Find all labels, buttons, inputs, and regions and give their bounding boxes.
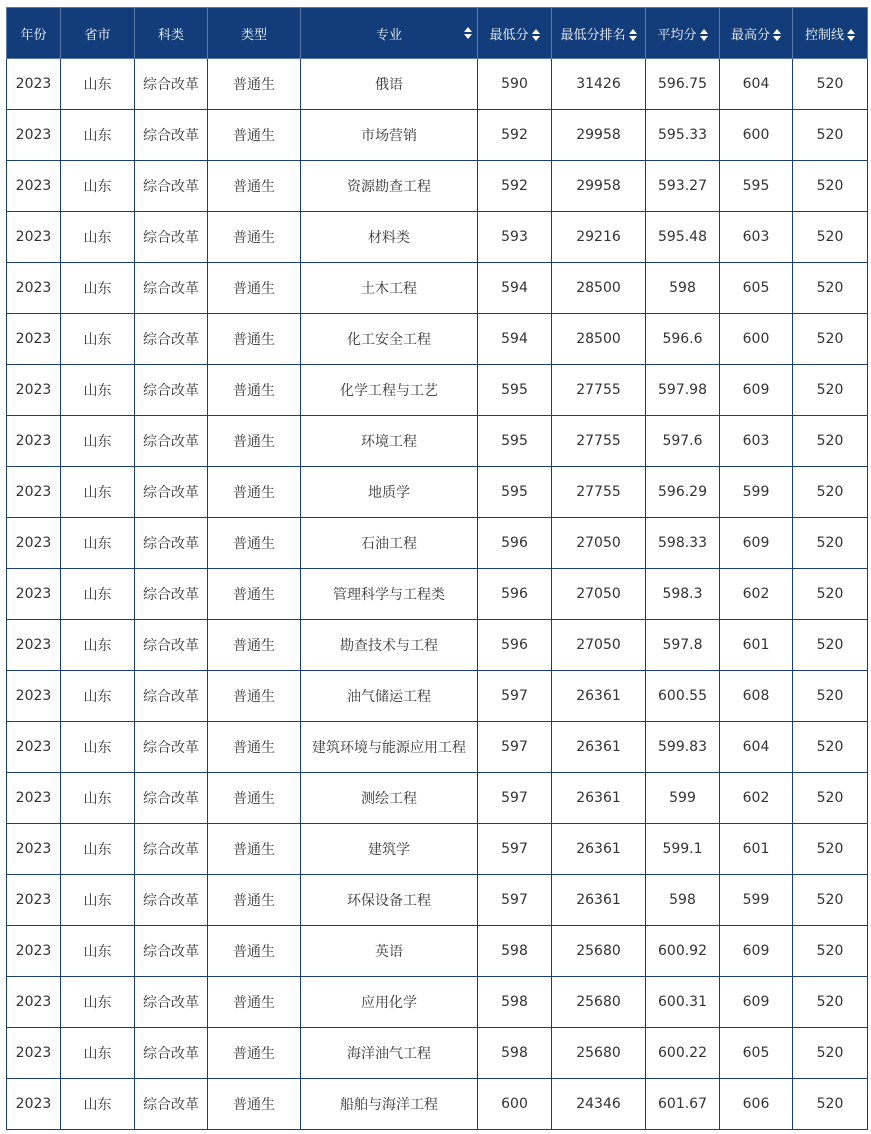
cell-min-rank: 28500 <box>552 314 646 365</box>
table-row <box>7 977 868 1028</box>
sort-arrows-icon[interactable] <box>629 29 637 41</box>
header-label: 控制线 <box>804 27 844 43</box>
cell-major: 测绘工程 <box>301 773 478 824</box>
cell-min-score: 596 <box>478 620 552 671</box>
cell-min-rank: 26361 <box>552 722 646 773</box>
table-row <box>7 773 868 824</box>
cell-control-line: 520 <box>793 314 868 365</box>
table-row <box>7 722 868 773</box>
admission-scores-table <box>6 7 868 1130</box>
table-row <box>7 926 868 977</box>
cell-min-score: 598 <box>478 926 552 977</box>
cell-control-line: 520 <box>793 875 868 926</box>
cell-category: 综合改革 <box>135 1079 208 1130</box>
cell-province: 山东 <box>61 314 135 365</box>
cell-type: 普通生 <box>208 722 301 773</box>
cell-max-score: 605 <box>720 263 793 314</box>
cell-type: 普通生 <box>208 1028 301 1079</box>
cell-major: 地质学 <box>301 467 478 518</box>
cell-avg-score: 597.8 <box>646 620 720 671</box>
cell-type: 普通生 <box>208 620 301 671</box>
cell-type: 普通生 <box>208 569 301 620</box>
cell-min-score: 595 <box>478 416 552 467</box>
cell-avg-score: 599.83 <box>646 722 720 773</box>
cell-major: 土木工程 <box>301 263 478 314</box>
cell-major: 环保设备工程 <box>301 875 478 926</box>
cell-category: 综合改革 <box>135 977 208 1028</box>
cell-province: 山东 <box>61 467 135 518</box>
table-row <box>7 59 868 110</box>
sort-arrows-icon[interactable] <box>532 29 540 41</box>
cell-category: 综合改革 <box>135 773 208 824</box>
cell-avg-score: 598.33 <box>646 518 720 569</box>
cell-year: 2023 <box>7 926 61 977</box>
cell-max-score: 595 <box>720 161 793 212</box>
table-row <box>7 110 868 161</box>
cell-control-line: 520 <box>793 1079 868 1130</box>
table-row <box>7 467 868 518</box>
cell-major: 环境工程 <box>301 416 478 467</box>
cell-category: 综合改革 <box>135 416 208 467</box>
cell-avg-score: 598 <box>646 875 720 926</box>
header-row <box>7 8 868 59</box>
cell-year: 2023 <box>7 620 61 671</box>
cell-category: 综合改革 <box>135 467 208 518</box>
cell-type: 普通生 <box>208 365 301 416</box>
cell-min-score: 595 <box>478 467 552 518</box>
cell-avg-score: 593.27 <box>646 161 720 212</box>
cell-control-line: 520 <box>793 161 868 212</box>
cell-province: 山东 <box>61 263 135 314</box>
cell-max-score: 601 <box>720 620 793 671</box>
cell-min-rank: 31426 <box>552 59 646 110</box>
cell-avg-score: 595.48 <box>646 212 720 263</box>
cell-province: 山东 <box>61 212 135 263</box>
header-avg-score-sort[interactable] <box>646 8 720 59</box>
cell-type: 普通生 <box>208 824 301 875</box>
cell-type: 普通生 <box>208 212 301 263</box>
cell-min-score: 598 <box>478 977 552 1028</box>
cell-province: 山东 <box>61 416 135 467</box>
cell-max-score: 604 <box>720 722 793 773</box>
header-label: 最高分 <box>730 27 770 43</box>
sort-arrows-icon[interactable] <box>847 29 855 41</box>
cell-year: 2023 <box>7 467 61 518</box>
cell-avg-score: 598.3 <box>646 569 720 620</box>
cell-min-score: 600 <box>478 1079 552 1130</box>
cell-category: 综合改革 <box>135 263 208 314</box>
cell-min-rank: 25680 <box>552 926 646 977</box>
cell-max-score: 609 <box>720 977 793 1028</box>
cell-year: 2023 <box>7 824 61 875</box>
cell-province: 山东 <box>61 110 135 161</box>
header-type <box>208 8 301 59</box>
cell-category: 综合改革 <box>135 110 208 161</box>
cell-category: 综合改革 <box>135 824 208 875</box>
table-row <box>7 671 868 722</box>
cell-max-score: 603 <box>720 416 793 467</box>
table-row <box>7 365 868 416</box>
table-row <box>7 212 868 263</box>
cell-major: 英语 <box>301 926 478 977</box>
cell-province: 山东 <box>61 671 135 722</box>
cell-major: 勘查技术与工程 <box>301 620 478 671</box>
cell-major: 建筑学 <box>301 824 478 875</box>
cell-max-score: 602 <box>720 569 793 620</box>
cell-min-score: 596 <box>478 569 552 620</box>
cell-category: 综合改革 <box>135 671 208 722</box>
table-row <box>7 620 868 671</box>
cell-min-score: 592 <box>478 161 552 212</box>
cell-type: 普通生 <box>208 1079 301 1130</box>
cell-min-score: 597 <box>478 875 552 926</box>
table-row <box>7 518 868 569</box>
cell-control-line: 520 <box>793 620 868 671</box>
header-label: 科类 <box>157 27 184 43</box>
cell-province: 山东 <box>61 518 135 569</box>
cell-year: 2023 <box>7 518 61 569</box>
cell-min-rank: 27755 <box>552 365 646 416</box>
cell-min-score: 597 <box>478 824 552 875</box>
cell-max-score: 600 <box>720 314 793 365</box>
cell-control-line: 520 <box>793 977 868 1028</box>
sort-arrows-icon[interactable] <box>700 29 708 41</box>
cell-min-score: 593 <box>478 212 552 263</box>
cell-type: 普通生 <box>208 671 301 722</box>
cell-type: 普通生 <box>208 926 301 977</box>
cell-avg-score: 600.92 <box>646 926 720 977</box>
cell-category: 综合改革 <box>135 569 208 620</box>
cell-control-line: 520 <box>793 518 868 569</box>
cell-avg-score: 599.1 <box>646 824 720 875</box>
cell-control-line: 520 <box>793 365 868 416</box>
cell-avg-score: 596.75 <box>646 59 720 110</box>
cell-min-score: 598 <box>478 1028 552 1079</box>
cell-min-rank: 29958 <box>552 161 646 212</box>
header-label: 专业 <box>375 27 402 43</box>
cell-type: 普通生 <box>208 773 301 824</box>
cell-major: 管理科学与工程类 <box>301 569 478 620</box>
cell-avg-score: 598 <box>646 263 720 314</box>
header-label: 类型 <box>240 27 267 43</box>
cell-control-line: 520 <box>793 110 868 161</box>
cell-year: 2023 <box>7 977 61 1028</box>
cell-max-score: 601 <box>720 824 793 875</box>
cell-min-rank: 26361 <box>552 824 646 875</box>
cell-min-rank: 26361 <box>552 875 646 926</box>
cell-category: 综合改革 <box>135 518 208 569</box>
table-row <box>7 569 868 620</box>
cell-province: 山东 <box>61 824 135 875</box>
cell-type: 普通生 <box>208 875 301 926</box>
cell-max-score: 599 <box>720 875 793 926</box>
cell-max-score: 609 <box>720 518 793 569</box>
table-row <box>7 416 868 467</box>
cell-major: 油气储运工程 <box>301 671 478 722</box>
cell-major: 化工安全工程 <box>301 314 478 365</box>
admission-scores-table-container <box>6 7 867 1130</box>
cell-control-line: 520 <box>793 569 868 620</box>
cell-year: 2023 <box>7 671 61 722</box>
header-province <box>61 8 135 59</box>
cell-year: 2023 <box>7 1079 61 1130</box>
cell-major: 俄语 <box>301 59 478 110</box>
header-min-score-sort[interactable] <box>478 8 552 59</box>
header-label: 平均分 <box>657 27 697 43</box>
header-major-sort[interactable] <box>301 8 478 59</box>
cell-province: 山东 <box>61 773 135 824</box>
cell-min-rank: 27050 <box>552 518 646 569</box>
cell-control-line: 520 <box>793 59 868 110</box>
cell-category: 综合改革 <box>135 722 208 773</box>
cell-max-score: 604 <box>720 59 793 110</box>
cell-avg-score: 597.6 <box>646 416 720 467</box>
cell-control-line: 520 <box>793 1028 868 1079</box>
cell-major: 化学工程与工艺 <box>301 365 478 416</box>
cell-control-line: 520 <box>793 824 868 875</box>
header-label: 最低分 <box>489 27 529 43</box>
sort-arrows-icon[interactable] <box>773 29 781 41</box>
header-min-rank-sort[interactable] <box>552 8 646 59</box>
cell-province: 山东 <box>61 926 135 977</box>
cell-province: 山东 <box>61 875 135 926</box>
cell-control-line: 520 <box>793 212 868 263</box>
cell-min-rank: 27050 <box>552 620 646 671</box>
cell-type: 普通生 <box>208 263 301 314</box>
cell-min-rank: 26361 <box>552 773 646 824</box>
cell-type: 普通生 <box>208 59 301 110</box>
cell-control-line: 520 <box>793 416 868 467</box>
cell-year: 2023 <box>7 569 61 620</box>
cell-min-rank: 25680 <box>552 1028 646 1079</box>
cell-year: 2023 <box>7 773 61 824</box>
header-label: 省市 <box>84 27 111 43</box>
header-year <box>7 8 61 59</box>
cell-province: 山东 <box>61 1079 135 1130</box>
cell-major: 船舶与海洋工程 <box>301 1079 478 1130</box>
cell-control-line: 520 <box>793 671 868 722</box>
cell-max-score: 608 <box>720 671 793 722</box>
table-header <box>7 8 868 59</box>
cell-max-score: 606 <box>720 1079 793 1130</box>
header-label: 年份 <box>20 27 47 43</box>
cell-max-score: 605 <box>720 1028 793 1079</box>
cell-major: 市场营销 <box>301 110 478 161</box>
table-body <box>7 59 868 1130</box>
cell-min-score: 594 <box>478 263 552 314</box>
cell-min-score: 597 <box>478 722 552 773</box>
cell-province: 山东 <box>61 977 135 1028</box>
header-control-line-sort[interactable] <box>793 8 868 59</box>
cell-min-rank: 27755 <box>552 467 646 518</box>
cell-control-line: 520 <box>793 467 868 518</box>
cell-min-score: 594 <box>478 314 552 365</box>
cell-max-score: 600 <box>720 110 793 161</box>
cell-max-score: 599 <box>720 467 793 518</box>
cell-category: 综合改革 <box>135 161 208 212</box>
cell-min-score: 595 <box>478 365 552 416</box>
cell-min-rank: 29216 <box>552 212 646 263</box>
cell-major: 资源勘查工程 <box>301 161 478 212</box>
cell-avg-score: 596.6 <box>646 314 720 365</box>
cell-year: 2023 <box>7 365 61 416</box>
table-row <box>7 1079 868 1130</box>
cell-type: 普通生 <box>208 314 301 365</box>
header-max-score-sort[interactable] <box>720 8 793 59</box>
cell-year: 2023 <box>7 416 61 467</box>
table-row <box>7 161 868 212</box>
cell-major: 应用化学 <box>301 977 478 1028</box>
cell-max-score: 609 <box>720 926 793 977</box>
cell-type: 普通生 <box>208 161 301 212</box>
cell-major: 材料类 <box>301 212 478 263</box>
cell-min-score: 597 <box>478 671 552 722</box>
cell-min-rank: 27755 <box>552 416 646 467</box>
cell-major: 海洋油气工程 <box>301 1028 478 1079</box>
cell-province: 山东 <box>61 59 135 110</box>
cell-category: 综合改革 <box>135 875 208 926</box>
cell-year: 2023 <box>7 722 61 773</box>
header-label: 最低分排名 <box>560 27 626 43</box>
cell-max-score: 603 <box>720 212 793 263</box>
cell-type: 普通生 <box>208 110 301 161</box>
cell-avg-score: 600.55 <box>646 671 720 722</box>
cell-avg-score: 600.22 <box>646 1028 720 1079</box>
cell-year: 2023 <box>7 1028 61 1079</box>
cell-control-line: 520 <box>793 722 868 773</box>
cell-province: 山东 <box>61 1028 135 1079</box>
cell-type: 普通生 <box>208 467 301 518</box>
cell-year: 2023 <box>7 263 61 314</box>
cell-category: 综合改革 <box>135 1028 208 1079</box>
cell-min-rank: 26361 <box>552 671 646 722</box>
cell-category: 综合改革 <box>135 59 208 110</box>
cell-year: 2023 <box>7 212 61 263</box>
cell-avg-score: 595.33 <box>646 110 720 161</box>
cell-avg-score: 597.98 <box>646 365 720 416</box>
cell-year: 2023 <box>7 314 61 365</box>
cell-category: 综合改革 <box>135 365 208 416</box>
table-row <box>7 263 868 314</box>
cell-major: 石油工程 <box>301 518 478 569</box>
cell-major: 建筑环境与能源应用工程 <box>301 722 478 773</box>
cell-min-rank: 28500 <box>552 263 646 314</box>
cell-max-score: 602 <box>720 773 793 824</box>
cell-province: 山东 <box>61 722 135 773</box>
table-row <box>7 875 868 926</box>
cell-control-line: 520 <box>793 263 868 314</box>
cell-type: 普通生 <box>208 977 301 1028</box>
cell-avg-score: 596.29 <box>646 467 720 518</box>
cell-type: 普通生 <box>208 416 301 467</box>
cell-min-rank: 27050 <box>552 569 646 620</box>
cell-year: 2023 <box>7 110 61 161</box>
cell-control-line: 520 <box>793 773 868 824</box>
cell-year: 2023 <box>7 161 61 212</box>
cell-province: 山东 <box>61 620 135 671</box>
cell-year: 2023 <box>7 59 61 110</box>
cell-control-line: 520 <box>793 926 868 977</box>
cell-min-score: 592 <box>478 110 552 161</box>
cell-province: 山东 <box>61 161 135 212</box>
header-category <box>135 8 208 59</box>
table-row <box>7 824 868 875</box>
cell-min-rank: 24346 <box>552 1079 646 1130</box>
cell-province: 山东 <box>61 569 135 620</box>
cell-category: 综合改革 <box>135 212 208 263</box>
cell-avg-score: 600.31 <box>646 977 720 1028</box>
cell-province: 山东 <box>61 365 135 416</box>
cell-min-score: 590 <box>478 59 552 110</box>
cell-min-score: 597 <box>478 773 552 824</box>
cell-avg-score: 601.67 <box>646 1079 720 1130</box>
cell-min-score: 596 <box>478 518 552 569</box>
cell-max-score: 609 <box>720 365 793 416</box>
cell-category: 综合改革 <box>135 620 208 671</box>
cell-year: 2023 <box>7 875 61 926</box>
cell-category: 综合改革 <box>135 926 208 977</box>
cell-avg-score: 599 <box>646 773 720 824</box>
sort-arrows-icon[interactable] <box>464 27 472 39</box>
cell-min-rank: 25680 <box>552 977 646 1028</box>
table-row <box>7 1028 868 1079</box>
cell-category: 综合改革 <box>135 314 208 365</box>
cell-min-rank: 29958 <box>552 110 646 161</box>
table-row <box>7 314 868 365</box>
cell-type: 普通生 <box>208 518 301 569</box>
